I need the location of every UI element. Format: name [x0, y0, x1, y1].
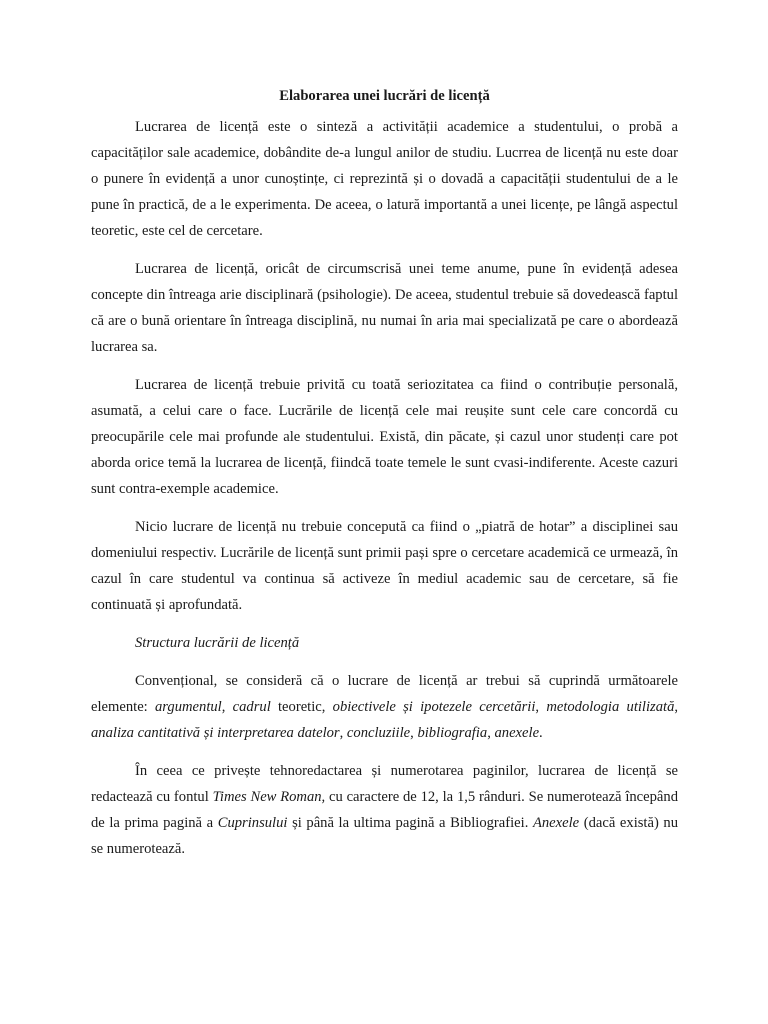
section-subheading: Structura lucrării de licență — [135, 635, 300, 651]
p5-italic-metodologia: metodologia utilizată — [546, 699, 675, 715]
p6-text-4: (dacă există) nu se numerotează. — [91, 815, 679, 857]
p6-italic-font: Times New Roman, — [212, 789, 326, 805]
paragraph-1: Lucrarea de licență este o sinteză a activității academice a studentului, o probă a capacităților sale academice, dobândite de-a lungul anilor de studiu. Lucrrea de licență nu este doar o punere în evidență a unor cunoștințe, ci reprezintă și o dovadă a capacității studentului de a le pune în practică, de a le experimenta. De aceea, o latură importantă a unei licențe, pe lângă aspectul teoretic, este cel de cercetare. — [91, 119, 678, 239]
p5-text-6: , — [339, 725, 347, 741]
p6-text-3: și până la ultima pagină a Bibliografiei. — [287, 815, 533, 831]
paragraph-3: Lucrarea de licență trebuie privită cu toată seriozitatea ca fiind o contribuție personală, asumată, a celui care o face. Lucrările de licență cele mai reușite sunt cele care concordă cu preocupările cele mai profunde ale studentului. Există, din păcate, și cazul unor studenți care pot aborda orice temă la lucrarea de licență, fiindcă toate temele le sunt cvasi-indiferente. Aceste cazuri sunt contra-exemple academice. — [91, 377, 678, 497]
paragraph-5 — [91, 668, 678, 746]
p6-text-1: În ceea ce privește tehnoredactarea și numerotarea paginilor, lucrarea de licență se redactează cu fontul — [91, 763, 678, 805]
p5-text-5: , — [674, 699, 679, 715]
p6-italic-anexele: Anexele — [532, 815, 580, 831]
p5-text-9: . — [539, 725, 543, 741]
p5-italic-anexele: anexele — [494, 725, 540, 741]
p5-text-7: , — [410, 725, 418, 741]
p6-text-2: cu caractere de 12, la 1,5 rânduri. Se numerotează începând de la prima pagină a — [91, 789, 679, 831]
p5-italic-obiectivele: obiectivele și ipotezele cercetării — [332, 699, 536, 715]
p5-text-4: , — [535, 699, 547, 715]
p5-italic-bibliografia: bibliografia — [417, 725, 488, 741]
document-page — [91, 82, 678, 874]
p5-text-3: teoretic, — [270, 699, 333, 715]
p5-italic-argumentul: argumentul — [154, 699, 222, 715]
paragraph-6 — [91, 758, 678, 862]
p5-italic-analiza: analiza cantitativă și interpretarea datelor — [91, 725, 340, 741]
paragraph-4: Nicio lucrare de licență nu trebuie concepută ca fiind o „piatră de hotar” a disciplinei sau domeniului respectiv. Lucrările de licență sunt primii pași spre o cercetare academică ce urmează, în cazul în care studentul va continua să activeze în mediul academic sau de cercetare, să fie continuată și aprofundată. — [91, 519, 678, 613]
p6-italic-cuprinsului: Cuprinsului — [217, 815, 288, 831]
document-title: Elaborarea unei lucrări de licență — [279, 88, 490, 104]
p5-text-2: , — [221, 699, 233, 715]
p5-text-8: , — [487, 725, 495, 741]
p5-italic-cadrul: cadrul — [232, 699, 271, 715]
p5-italic-concluziile: concluziile — [346, 725, 411, 741]
p5-text-1: Convențional, se consideră că o lucrare de licență ar trebui să cuprindă următoarele elemente: — [91, 673, 678, 715]
paragraph-2: Lucrarea de licență, oricât de circumscrisă unei teme anume, pune în evidență adesea concepte din întreaga arie disciplinară (psihologie). De aceea, studentul trebuie să dovedească faptul că are o bună orientare în întreaga disciplină, nu numai în aria mai specializată pe care o abordează lucrarea sa. — [91, 261, 678, 355]
